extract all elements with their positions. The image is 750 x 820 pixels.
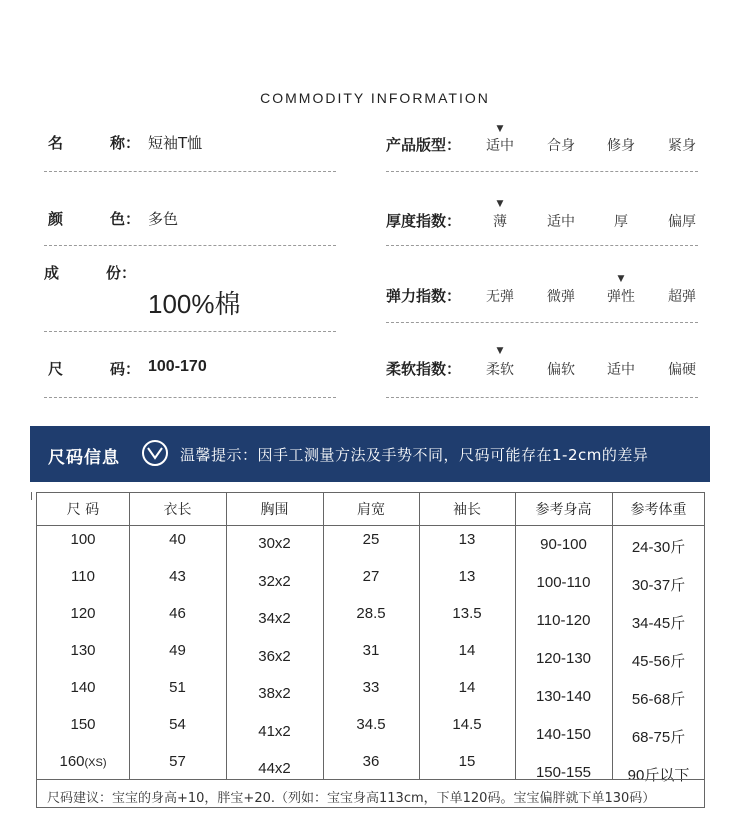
table-cell: 90斤以下 [627, 767, 690, 784]
info-material-value: 100%棉 [148, 289, 241, 319]
info-name-label-a: 名 [48, 134, 64, 152]
table-cell: 140-150 [535, 726, 592, 743]
fit-option: 紧身 [668, 138, 696, 154]
thickness-option: 薄 [493, 214, 507, 230]
selected-marker-icon: ▼ [496, 346, 504, 356]
table-cell: 120 [70, 605, 96, 622]
info-size-label-a: 尺 [48, 360, 64, 378]
table-cell: 27 [362, 568, 380, 585]
info-size-label-b: 码： [110, 360, 141, 378]
table-header: 袖长 [453, 502, 481, 518]
fit-option: 修身 [607, 138, 635, 154]
table-cell: 14 [458, 642, 476, 659]
thickness-option: 厚 [614, 214, 628, 230]
divider [386, 171, 698, 172]
xs-suffix: (XS) [84, 757, 107, 769]
table-cell: 28.5 [356, 605, 386, 622]
info-color-label-a: 颜 [48, 210, 64, 228]
table-cell: 46 [169, 605, 186, 622]
selected-marker-icon: ▼ [496, 199, 504, 209]
selected-marker-icon: ▼ [617, 274, 625, 284]
table-cell: 15 [458, 753, 476, 770]
table-cell: 34-45斤 [631, 615, 686, 632]
table-header: 参考身高 [535, 502, 592, 518]
info-color-label-b: 色： [110, 210, 141, 228]
info-name-value: 短袖T恤 [148, 134, 203, 152]
table-header: 胸围 [260, 502, 289, 518]
table-cell: 44x2 [258, 760, 291, 777]
info-name-label-b: 称： [110, 134, 141, 152]
table-cell: 25 [362, 531, 380, 548]
info-size-value: 100-170 [148, 358, 207, 375]
measurement-tip: 温馨提示：因手工测量方法及手势不同，尺码可能存在1-2cm的差异 [180, 446, 649, 464]
table-cell: 130-140 [535, 688, 592, 705]
table-cell: 31 [362, 642, 380, 659]
table-cell: 33 [362, 679, 380, 696]
table-cell: 120-130 [535, 650, 592, 667]
table-header: 肩宽 [357, 502, 385, 518]
elasticity-index-label: 弹力指数： [386, 287, 462, 305]
divider [44, 171, 336, 172]
thickness-option: 偏厚 [668, 214, 696, 230]
softness-option: 偏软 [547, 362, 575, 378]
thickness-index-label: 厚度指数： [386, 212, 462, 230]
size-info-banner [30, 426, 710, 482]
table-cell: 68-75斤 [631, 729, 686, 746]
divider [44, 245, 336, 246]
elasticity-option: 无弹 [486, 289, 514, 305]
table-cell: 45-56斤 [631, 653, 686, 670]
table-cell: 41x2 [258, 722, 291, 740]
softness-option: 偏硬 [668, 362, 696, 378]
table-cell: 49 [169, 642, 186, 659]
table-cell: 140 [70, 679, 96, 696]
info-material-label-a: 成 [44, 264, 60, 282]
table-cell: 100-110 [536, 574, 591, 591]
softness-option: 柔软 [486, 362, 514, 378]
table-cell: 13 [458, 531, 476, 548]
table-header: 参考体重 [630, 502, 687, 518]
table-cell: 13.5 [452, 605, 482, 622]
table-cell: 90-100 [540, 536, 587, 553]
table-cell: 57 [169, 753, 186, 770]
table-cell: 100 [70, 531, 96, 548]
table-cell: 150 [70, 716, 96, 733]
size-suggestion-note: 尺码建议：宝宝的身高+10，胖宝+20.（列如：宝宝身高113cm，下单120码。宝宝偏胖就下单130码） [47, 791, 656, 806]
fit-option: 适中 [486, 138, 514, 154]
check-icon [142, 440, 168, 466]
softness-option: 适中 [607, 362, 635, 378]
divider [386, 245, 698, 246]
elasticity-option: 弹性 [607, 289, 635, 305]
fit-option: 合身 [547, 138, 575, 154]
table-cell: 110 [71, 568, 95, 585]
table-header: 尺 码 [66, 502, 100, 518]
table-cell: 14.5 [452, 716, 482, 733]
table-cell: 38x2 [258, 685, 291, 702]
table-cell: 34.5 [356, 716, 386, 733]
table-cell: 36x2 [258, 647, 291, 665]
table-header: 衣长 [163, 502, 192, 518]
table-cell: 150-155 [535, 764, 592, 781]
info-color-value: 多色 [148, 210, 179, 228]
table-cell: 54 [169, 716, 186, 733]
table-cell: 32x2 [258, 572, 291, 590]
table-cell: 13 [458, 568, 476, 585]
info-material-label-b: 份： [106, 264, 137, 282]
table-cell: 24-30斤 [631, 539, 686, 556]
table-cell: 30x2 [258, 535, 291, 552]
size-info-title: 尺码信息 [48, 448, 120, 468]
page-title: COMMODITY INFORMATION [260, 90, 490, 106]
table-cell: 40 [169, 531, 186, 548]
divider [386, 322, 698, 323]
thickness-option: 适中 [547, 214, 575, 230]
table-cell: 34x2 [258, 610, 291, 627]
table-cell: 43 [169, 568, 186, 585]
table-cell: 36 [362, 753, 380, 770]
table-cell: 14 [458, 679, 476, 696]
divider [44, 331, 336, 332]
elasticity-option: 超弹 [668, 289, 696, 305]
table-cell: 51 [169, 679, 186, 696]
table-cell: 56-68斤 [631, 691, 686, 708]
table-cell: 160(XS) [59, 753, 107, 770]
table-cell: 130 [70, 642, 96, 659]
fit-index-label: 产品版型： [386, 136, 462, 154]
size-table [36, 492, 705, 808]
table-cell: 110-120 [536, 612, 591, 629]
table-cell: 30-37斤 [631, 577, 686, 594]
elasticity-option: 微弹 [547, 289, 575, 305]
selected-marker-icon: ▼ [496, 124, 504, 134]
softness-index-label: 柔软指数： [386, 360, 462, 378]
divider [44, 397, 336, 398]
divider [386, 397, 698, 398]
